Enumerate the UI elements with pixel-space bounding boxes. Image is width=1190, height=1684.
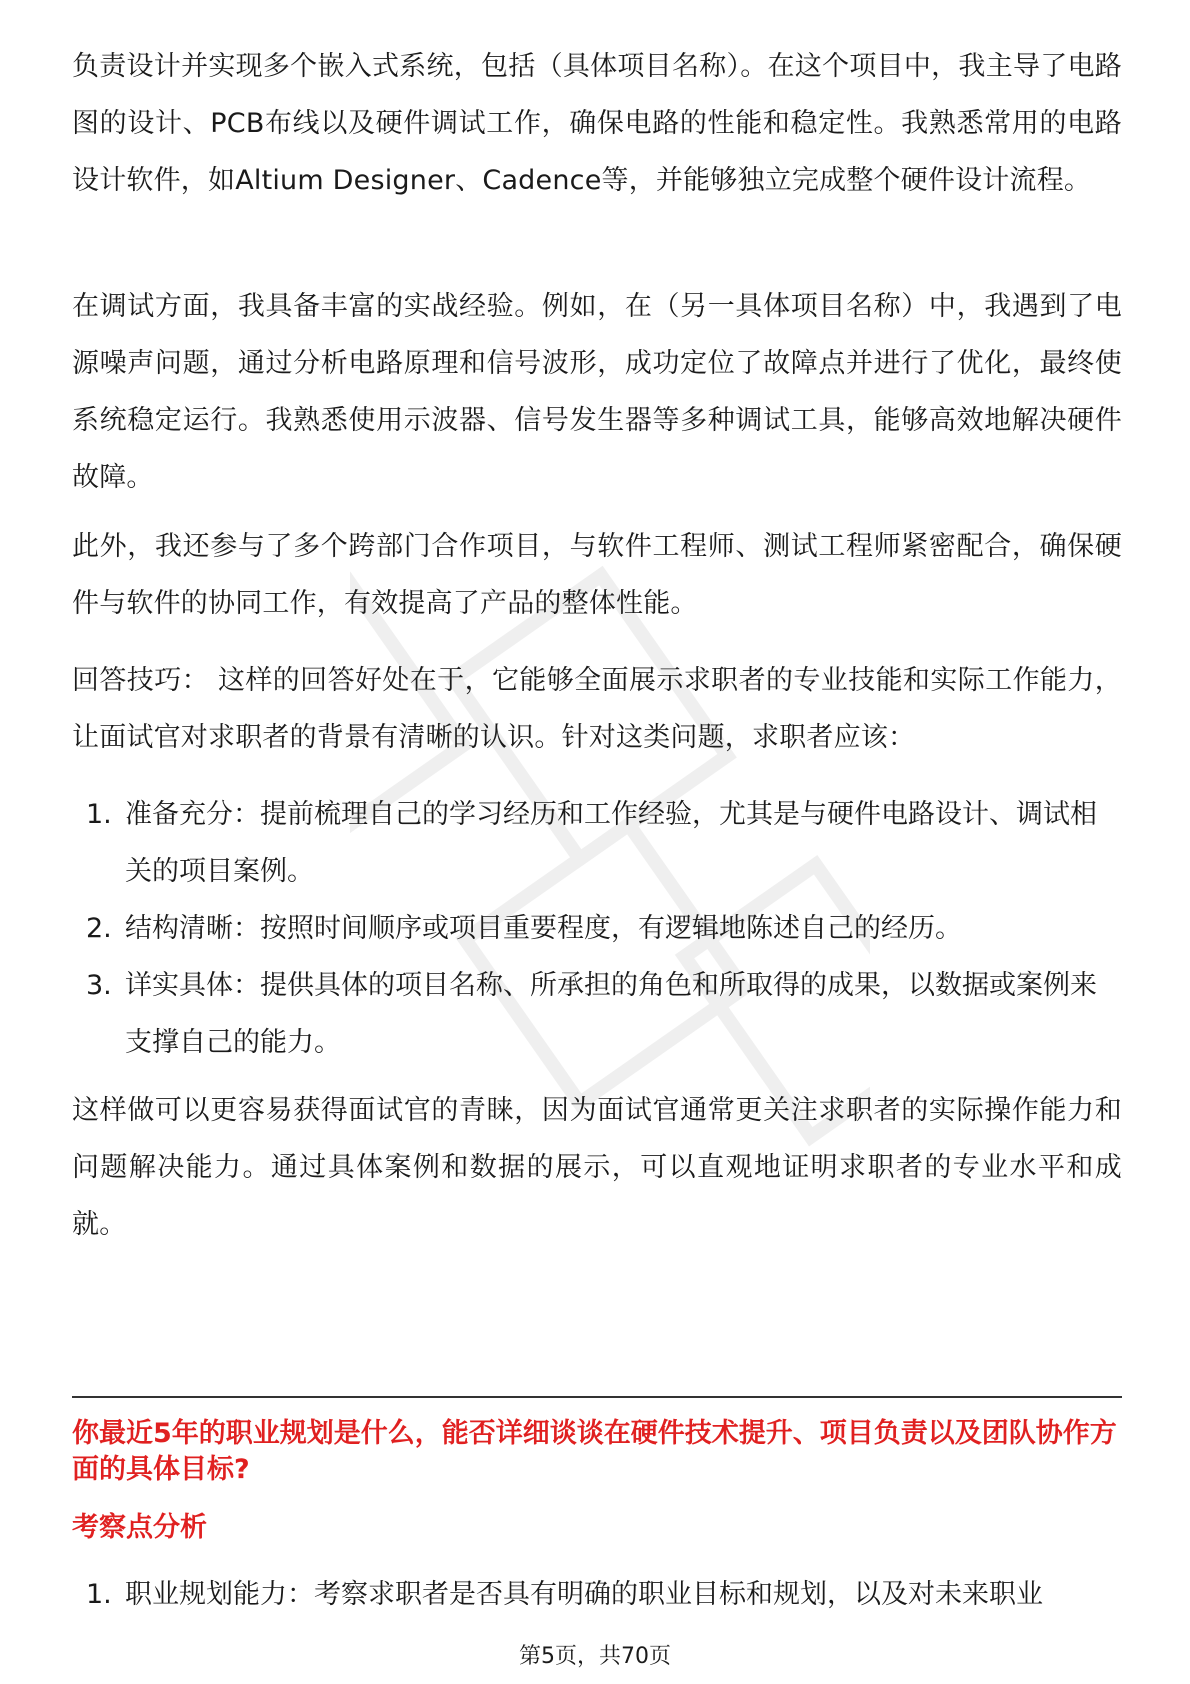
list-item [72,957,1122,1071]
list-number: 3. [86,970,112,1001]
tips-list [72,786,1122,1071]
page-footer: 第5页，共70页 [519,1644,671,1669]
question-heading: 你最近5年的职业规划是什么，能否详细谈谈在硬件技术提升、项目负责以及团队协作方面的具体目标? [72,1418,1117,1485]
list-text: 准备充分：提前梳理自己的学习经历和工作经验，尤其是与硬件电路设计、调试相关的项目案例。 [125,799,1097,887]
list-item [72,786,1122,900]
analysis-heading: 考察点分析 [72,1512,207,1543]
paragraph-closing: 这样做可以更容易获得面试官的青睐，因为面试官通常更关注求职者的实际操作能力和问题解决能力。通过具体案例和数据的展示，可以直观地证明求职者的专业水平和成就。 [72,1095,1122,1240]
list-text: 详实具体：提供具体的项目名称、所承担的角色和所取得的成果，以数据或案例来支撑自己的能力。 [125,970,1097,1058]
list-text: 职业规划能力：考察求职者是否具有明确的职业目标和规划，以及对未来职业 [125,1579,1043,1610]
section-divider [72,1396,1122,1398]
paragraph-project-experience: 负责设计并实现多个嵌入式系统，包括（具体项目名称）。在这个项目中，我主导了电路图的设计、PCB布线以及硬件调试工作，确保电路的性能和稳定性。我熟悉常用的电路设计软件，如Altium Designer、Cadence等，并能够独立完成整个硬件设计流程。 [72,51,1122,196]
list-number: 1. [86,1579,112,1610]
paragraph-debugging-experience: 在调试方面，我具备丰富的实战经验。例如，在（另一具体项目名称）中，我遇到了电源噪声问题，通过分析电路原理和信号波形，成功定位了故障点并进行了优化，最终使系统稳定运行。我熟悉使用示波器、信号发生器等多种调试工具，能够高效地解决硬件故障。 [72,291,1122,493]
analysis-list [72,1566,1122,1623]
list-item [72,1566,1122,1623]
paragraph-answer-tips: 回答技巧： 这样的回答好处在于，它能够全面展示求职者的专业技能和实际工作能力，让面试官对求职者的背景有清晰的认识。针对这类问题，求职者应该： [72,665,1122,753]
list-number: 2. [86,913,112,944]
paragraph-cross-team: 此外，我还参与了多个跨部门合作项目，与软件工程师、测试工程师紧密配合，确保硬件与软件的协同工作，有效提高了产品的整体性能。 [72,531,1122,619]
list-item [72,900,1122,957]
list-number: 1. [86,799,112,830]
list-text: 结构清晰：按照时间顺序或项目重要程度，有逻辑地陈述自己的经历。 [125,913,962,944]
